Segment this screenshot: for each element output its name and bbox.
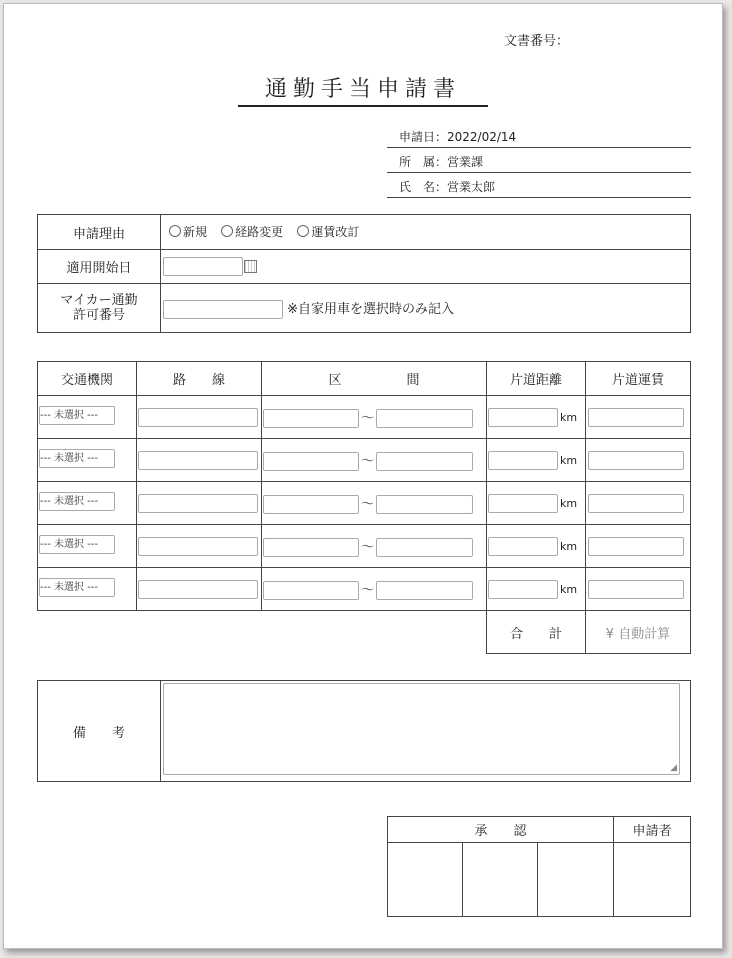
department-line [387,153,691,173]
fare-input[interactable] [588,494,684,513]
header-distance: 片道距離 [487,362,586,396]
approval-table [387,816,691,917]
km-unit: km [560,453,578,467]
approval-stamp-box [388,843,463,917]
total-auto-calc: ¥ 自動計算 [586,611,691,654]
route-line-input[interactable] [138,451,258,470]
department-value: 営業課 [447,155,484,169]
section-to-input[interactable] [376,409,473,428]
doc-number-label: 文書番号： [504,34,570,49]
car-permit-note: ※自家用車を選択時のみ記入 [287,301,455,317]
header-fare: 片道運賃 [586,362,691,396]
distance-input[interactable] [488,408,558,427]
applicant-header: 申請者 [614,817,691,843]
radio-circle-icon [169,225,181,237]
remarks-table [37,680,691,782]
distance-input[interactable] [488,580,558,599]
page-title: 通勤手当申請書 [238,72,488,107]
reason-radio-fare-revision[interactable]: 運賃改訂 [297,223,359,240]
section-from-input[interactable] [263,538,359,557]
reason-radio-new[interactable]: 新規 [169,223,207,240]
remarks-textarea[interactable] [163,683,680,775]
tilde-separator: ～ [361,496,375,512]
distance-input[interactable] [488,451,558,470]
route-line-input[interactable] [138,537,258,556]
transport-select[interactable]: --- 未選択 --- [39,406,115,425]
start-date-label: 適用開始日 [38,250,161,284]
route-line-input[interactable] [138,494,258,513]
radio-circle-icon [221,225,233,237]
approval-stamp-box [463,843,538,917]
route-table [37,361,691,654]
name-label: 氏 名： [399,180,448,194]
route-line-input[interactable] [138,580,258,599]
fare-input[interactable] [588,580,684,599]
section-from-input[interactable] [263,581,359,600]
tilde-separator: ～ [361,539,375,555]
tilde-separator: ～ [361,453,375,469]
application-date-line [387,128,691,148]
reason-options [161,215,691,250]
start-date-input[interactable] [163,257,243,276]
reason-label: 申請理由 [38,215,161,250]
route-row [38,439,691,482]
resize-handle-icon[interactable]: ◢ [670,763,677,773]
header-transport: 交通機関 [38,362,137,396]
remarks-label: 備 考 [38,681,161,782]
section-to-input[interactable] [376,452,473,471]
section-from-input[interactable] [263,452,359,471]
header-section: 区 間 [262,362,487,396]
transport-select[interactable]: --- 未選択 --- [39,578,115,597]
applicant-stamp-box [614,843,691,917]
route-row [38,482,691,525]
distance-input[interactable] [488,537,558,556]
km-unit: km [560,410,578,424]
radio-circle-icon [297,225,309,237]
department-label: 所 属： [399,155,448,169]
document-page [3,3,723,949]
approval-stamp-box [538,843,614,917]
route-row [38,568,691,611]
km-unit: km [560,539,578,553]
km-unit: km [560,496,578,510]
transport-select[interactable]: --- 未選択 --- [39,449,115,468]
route-row [38,525,691,568]
route-line-input[interactable] [138,408,258,427]
section-from-input[interactable] [263,495,359,514]
car-permit-label: マイカー通勤 許可番号 [38,284,161,333]
fare-input[interactable] [588,451,684,470]
name-line [387,178,691,198]
distance-input[interactable] [488,494,558,513]
section-from-input[interactable] [263,409,359,428]
approve-header: 承 認 [388,817,614,843]
section-to-input[interactable] [376,538,473,557]
route-row [38,396,691,439]
transport-select[interactable]: --- 未選択 --- [39,492,115,511]
name-value: 営業太郎 [447,180,496,194]
total-label: 合 計 [487,611,586,654]
fare-input[interactable] [588,537,684,556]
calendar-icon[interactable] [244,260,257,273]
tilde-separator: ～ [361,410,375,426]
transport-select[interactable]: --- 未選択 --- [39,535,115,554]
header-line: 路 線 [137,362,262,396]
section-to-input[interactable] [376,581,473,600]
tilde-separator: ～ [361,582,375,598]
application-form-table [37,214,691,333]
date-value: 2022/02/14 [447,130,517,144]
car-permit-input[interactable] [163,300,283,319]
km-unit: km [560,582,578,596]
date-label: 申請日： [399,130,448,144]
section-to-input[interactable] [376,495,473,514]
fare-input[interactable] [588,408,684,427]
reason-radio-route-change[interactable]: 経路変更 [221,223,283,240]
